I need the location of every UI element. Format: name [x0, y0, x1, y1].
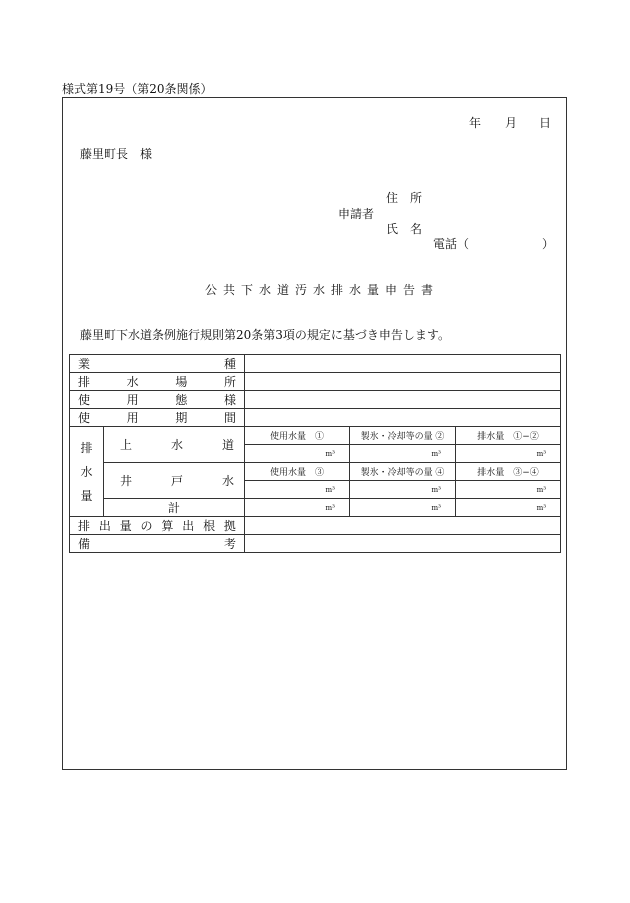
- phone-label: 電話（: [433, 237, 470, 251]
- usage-period-label: [70, 409, 245, 427]
- ice-cooling-2-text: 製氷・冷却等の量 ②: [360, 432, 445, 442]
- form-number: 様式第19号（第20条関係）: [62, 82, 213, 96]
- table-row: [70, 427, 561, 445]
- usage-mode-label: [70, 391, 245, 409]
- addressee: 藤里町長 様: [80, 147, 153, 161]
- total-drain-value[interactable]: m³: [456, 499, 561, 517]
- usage-amount-1-value[interactable]: m³: [245, 445, 350, 463]
- name-label: 氏 名: [386, 222, 423, 236]
- table-row: [70, 373, 561, 391]
- intro-text: 藤里町下水道条例施行規則第20条第3項の規定に基づき申告します。: [80, 328, 450, 342]
- usage-amount-1-text: 使用水量 ①: [269, 432, 324, 442]
- address-label: 住 所: [386, 191, 423, 205]
- business-type-label: [70, 355, 245, 373]
- table-row: [70, 535, 561, 553]
- business-type-text: 業 種: [78, 357, 236, 371]
- tap-water-label: [104, 427, 245, 463]
- drain-amount-1-2-text: 排水量 ①−②: [477, 432, 539, 442]
- ice-cooling-2-value[interactable]: m³: [350, 445, 456, 463]
- usage-amount-3-value[interactable]: m³: [245, 481, 350, 499]
- date-day-label: 日: [539, 116, 552, 130]
- drain-amount-1-2-value[interactable]: m³: [456, 445, 561, 463]
- document-title: 公共下水道汚水排水量申告書: [205, 283, 440, 297]
- usage-mode-value[interactable]: [245, 391, 561, 409]
- basis-value[interactable]: [245, 517, 561, 535]
- tap-water-text: 上 水 道: [120, 438, 234, 452]
- ice-cooling-4-header: [350, 463, 456, 481]
- usage-amount-3-header: [245, 463, 350, 481]
- usage-period-text: 使 用 期 間: [78, 411, 236, 425]
- drain-location-label: [70, 373, 245, 391]
- ice-cooling-4-text: 製氷・冷却等の量 ④: [360, 468, 445, 478]
- usage-mode-text: 使 用 態 様: [78, 393, 236, 407]
- usage-period-value[interactable]: [245, 409, 561, 427]
- drain-amount-1-2-header: [456, 427, 561, 445]
- usage-amount-3-text: 使用水量 ③: [269, 468, 324, 478]
- drain-amount-3-4-text: 排水量 ③−④: [477, 468, 539, 478]
- table-row: [70, 499, 561, 517]
- date-month-label: 月: [505, 116, 518, 130]
- total-ice-cooling-value[interactable]: m³: [350, 499, 456, 517]
- declaration-table: [69, 354, 561, 553]
- ice-cooling-2-header: [350, 427, 456, 445]
- total-label: 計: [104, 499, 245, 517]
- remarks-label: [70, 535, 245, 553]
- applicant-label: 申請者: [338, 207, 375, 221]
- business-type-value[interactable]: [245, 355, 561, 373]
- date-year-label: 年: [469, 116, 482, 130]
- well-water-text: 井 戸 水: [120, 474, 234, 488]
- usage-amount-1-header: [245, 427, 350, 445]
- basis-text: 排 出 量 の 算 出 根 拠: [78, 519, 236, 533]
- basis-label: [70, 517, 245, 535]
- drainage-group-label: 排 水 量: [70, 427, 104, 517]
- remarks-value[interactable]: [245, 535, 561, 553]
- drain-location-value[interactable]: [245, 373, 561, 391]
- total-usage-value[interactable]: m³: [245, 499, 350, 517]
- drain-location-text: 排 水 場 所: [78, 375, 236, 389]
- table-row: [70, 409, 561, 427]
- table-row: [70, 517, 561, 535]
- phone-close: ）: [542, 237, 555, 251]
- remarks-text: 備 考: [78, 537, 236, 551]
- well-water-label: [104, 463, 245, 499]
- drain-amount-3-4-value[interactable]: m³: [456, 481, 561, 499]
- table-row: [70, 463, 561, 481]
- table-row: [70, 391, 561, 409]
- ice-cooling-4-value[interactable]: m³: [350, 481, 456, 499]
- drain-amount-3-4-header: [456, 463, 561, 481]
- table-row: [70, 355, 561, 373]
